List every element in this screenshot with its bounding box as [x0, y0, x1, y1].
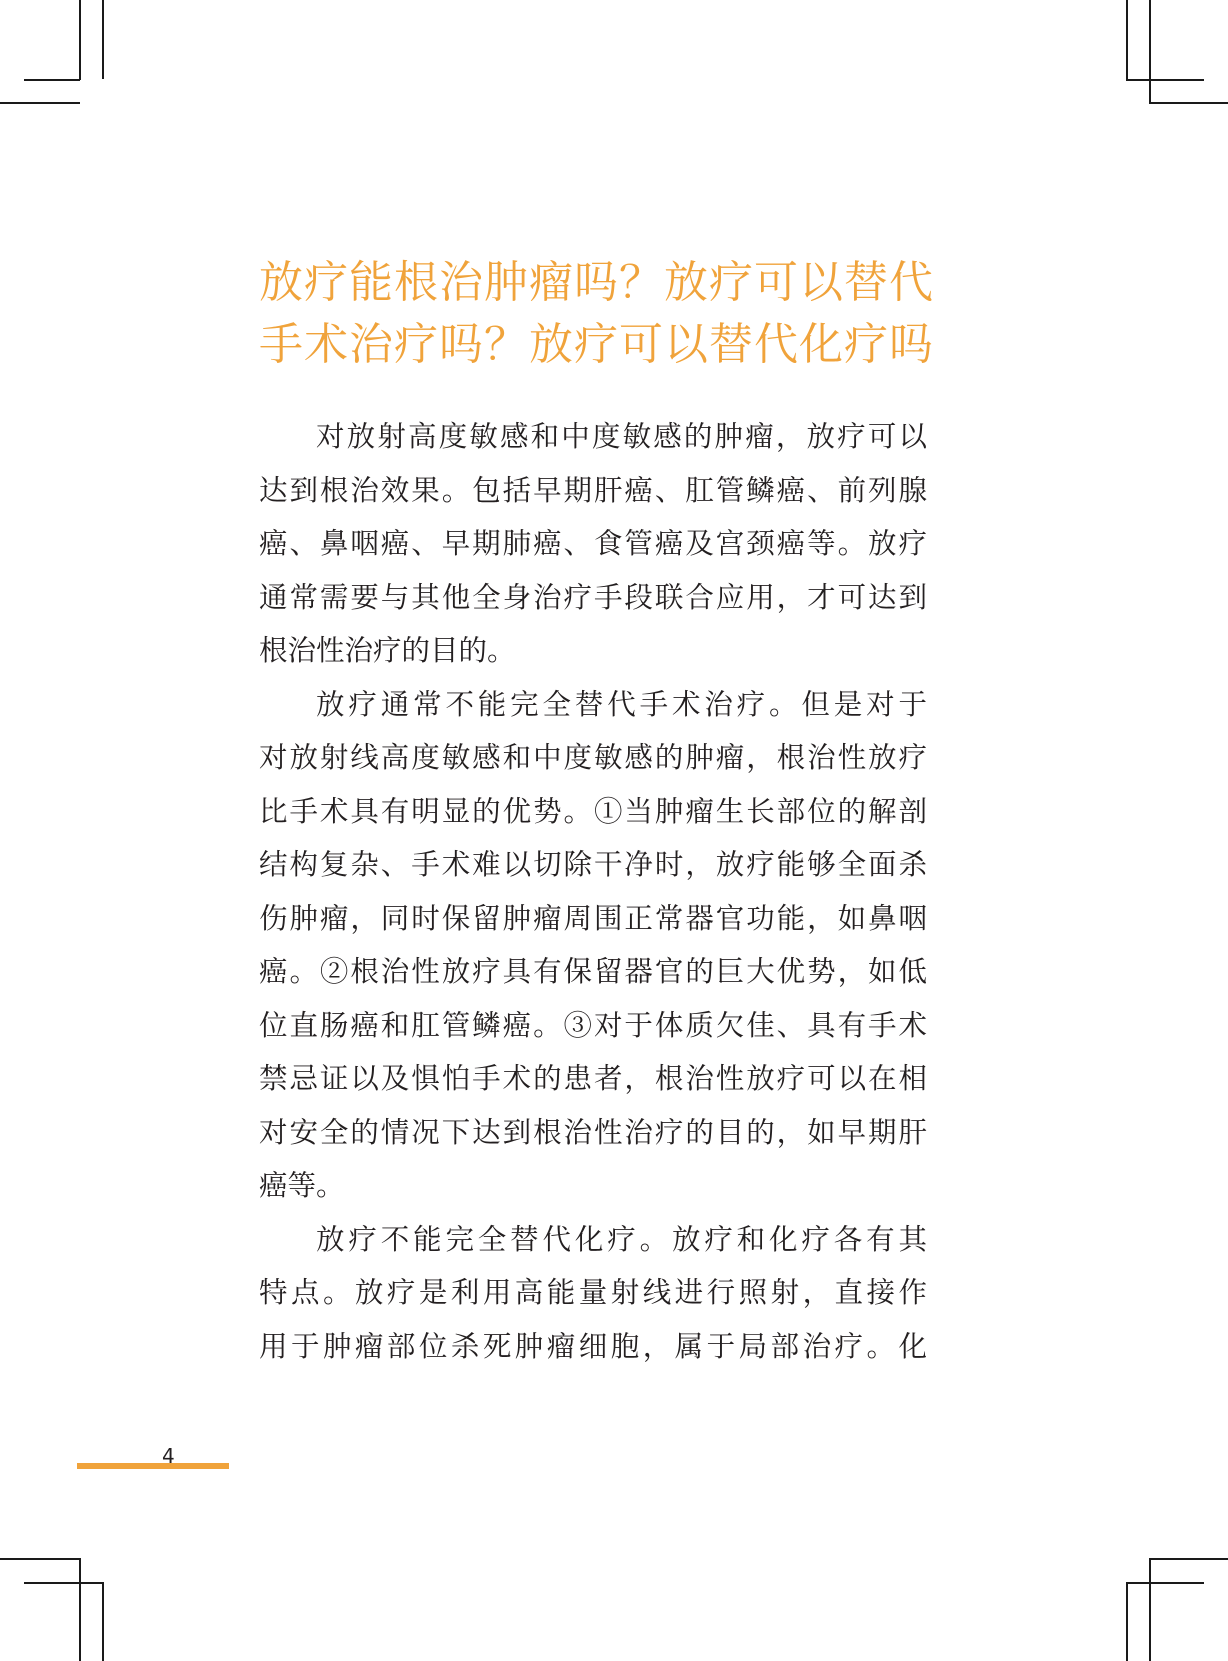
crop-mark-bottom-left-vertical-inner — [102, 1582, 104, 1661]
text-line: 放疗不能完全替代化疗。放疗和化疗各有其 — [316, 1222, 927, 1256]
crop-mark-top-right-horizontal-outer — [1149, 102, 1228, 104]
crop-mark-bottom-left-vertical-outer — [79, 1558, 81, 1661]
title-line-1: 放疗能根治肿瘤吗？放疗可以替代 — [259, 257, 934, 308]
text-line: 对放射高度敏感和中度敏感的肿瘤，放疗可以 — [316, 420, 927, 453]
crop-mark-top-left-vertical-outer — [102, 0, 104, 79]
crop-mark-top-left-horizontal-outer — [0, 102, 80, 104]
paragraph-2 — [259, 678, 927, 1213]
crop-mark-bottom-left-horizontal-inner — [24, 1582, 102, 1584]
crop-mark-top-left-horizontal-inner — [24, 79, 80, 81]
text-line: 根治性治疗的目的。 — [259, 634, 516, 667]
text-line: 伤肿瘤，同时保留肿瘤周围正常器官功能，如鼻咽 — [259, 901, 927, 935]
crop-mark-top-right-vertical-inner — [1126, 0, 1128, 80]
crop-mark-bottom-right-vertical-inner — [1126, 1582, 1128, 1661]
body-text — [259, 410, 927, 1373]
title-line-2: 手术治疗吗？放疗可以替代化疗吗 — [259, 319, 934, 370]
crop-mark-top-left-vertical-inner — [79, 0, 81, 80]
crop-mark-bottom-left-horizontal-outer — [0, 1558, 80, 1560]
text-line: 比手术具有明显的优势。①当肿瘤生长部位的解剖 — [259, 794, 927, 828]
footer-accent-bar — [77, 1463, 229, 1469]
paragraph-3 — [259, 1213, 927, 1374]
text-line: 癌、鼻咽癌、早期肺癌、食管癌及宫颈癌等。放疗 — [259, 527, 927, 560]
page-title — [259, 252, 939, 376]
text-line: 对安全的情况下达到根治性治疗的目的，如早期肝 — [259, 1115, 927, 1149]
text-line: 特点。放疗是利用高能量射线进行照射，直接作 — [259, 1276, 927, 1309]
text-line: 位直肠癌和肛管鳞癌。③对于体质欠佳、具有手术 — [259, 1008, 927, 1042]
crop-mark-top-right-vertical-outer — [1149, 0, 1151, 102]
text-line: 放疗通常不能完全替代手术治疗。但是对于 — [316, 687, 927, 721]
crop-mark-top-right-horizontal-inner — [1126, 79, 1204, 81]
text-line: 用于肿瘤部位杀死肿瘤细胞，属于局部治疗。化 — [259, 1329, 927, 1363]
crop-mark-bottom-right-vertical-outer — [1149, 1558, 1151, 1661]
text-line: 癌。②根治性放疗具有保留器官的巨大优势，如低 — [259, 955, 927, 988]
text-line: 对放射线高度敏感和中度敏感的肿瘤，根治性放疗 — [259, 741, 927, 774]
paragraph-1 — [259, 410, 927, 678]
page-number: 4 — [162, 1444, 175, 1468]
text-line: 癌等。 — [259, 1169, 345, 1202]
crop-mark-bottom-right-horizontal-outer — [1149, 1558, 1228, 1560]
text-line: 禁忌证以及惧怕手术的患者，根治性放疗可以在相 — [259, 1062, 927, 1095]
text-line: 达到根治效果。包括早期肝癌、肛管鳞癌、前列腺 — [259, 473, 927, 507]
text-line: 结构复杂、手术难以切除干净时，放疗能够全面杀 — [259, 848, 927, 881]
text-line: 通常需要与其他全身治疗手段联合应用，才可达到 — [259, 580, 927, 614]
crop-mark-bottom-right-horizontal-inner — [1126, 1582, 1204, 1584]
